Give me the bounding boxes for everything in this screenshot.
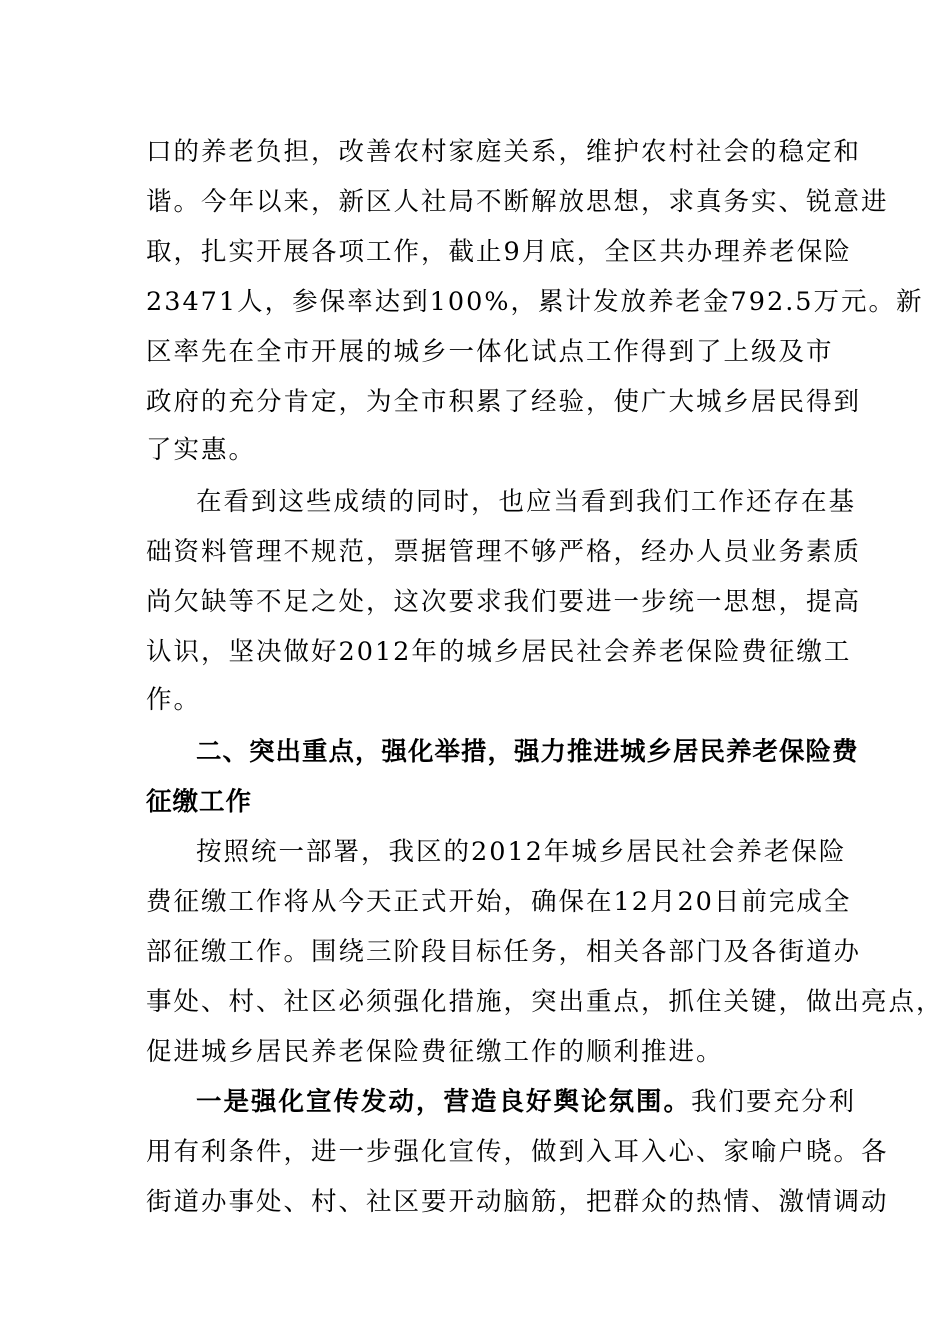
text-line: 在看到这些成绩的同时，也应当看到我们工作还存在基 [196,487,857,517]
text-line: 事处、村、社区必须强化措施，突出重点，抓住关键，做出亮点， [146,987,944,1017]
text-line: 费征缴工作将从今天正式开始，确保在12月20日前完成全 [146,887,852,917]
heading-line: 二、突出重点，强化举措，强力推进城乡居民养老保险费 [196,737,859,767]
text-line: 尚欠缺等不足之处，这次要求我们要进一步统一思想，提高 [146,587,862,617]
heading-line: 征缴工作 [146,787,253,817]
text-line: 街道办事处、村、社区要开动脑筋，把群众的热情、激情调动 [146,1187,889,1217]
text-line: 认识，坚决做好2012年的城乡居民社会养老保险费征缴工 [146,637,852,667]
text-line: 按照统一部署，我区的2012年城乡居民社会养老保险 [196,837,847,867]
text-line: 作。 [146,685,202,715]
text-line: 23471人，参保率达到100%，累计发放养老金792.5万元。新 [146,287,924,317]
text-line: 部征缴工作。围绕三阶段目标任务，相关各部门及各街道办 [146,937,862,967]
text-line [196,1084,857,1120]
text-line: 础资料管理不规范，票据管理不够严格，经办人员业务素质 [146,537,862,567]
text-line: 了实惠。 [146,435,257,465]
text-line: 谐。今年以来，新区人社局不断解放思想，求真务实、锐意进 [146,187,889,217]
lead-text: 我们要充分利 [691,1087,857,1117]
text-line: 取，扎实开展各项工作，截止9月底，全区共办理养老保险 [146,237,852,267]
text-line: 政府的充分肯定，为全市积累了经验，使广大城乡居民得到 [146,387,862,417]
bold-lead-text: 一是强化宣传发动，营造良好舆论氛围。 [196,1087,692,1117]
text-line: 区率先在全市开展的城乡一体化试点工作得到了上级及市 [146,337,834,367]
text-line: 用有利条件，进一步强化宣传，做到入耳入心、家喻户晓。各 [146,1137,889,1167]
text-line: 口的养老负担，改善农村家庭关系，维护农村社会的稳定和 [146,137,862,167]
text-line: 促进城乡居民养老保险费征缴工作的顺利推进。 [146,1037,724,1067]
